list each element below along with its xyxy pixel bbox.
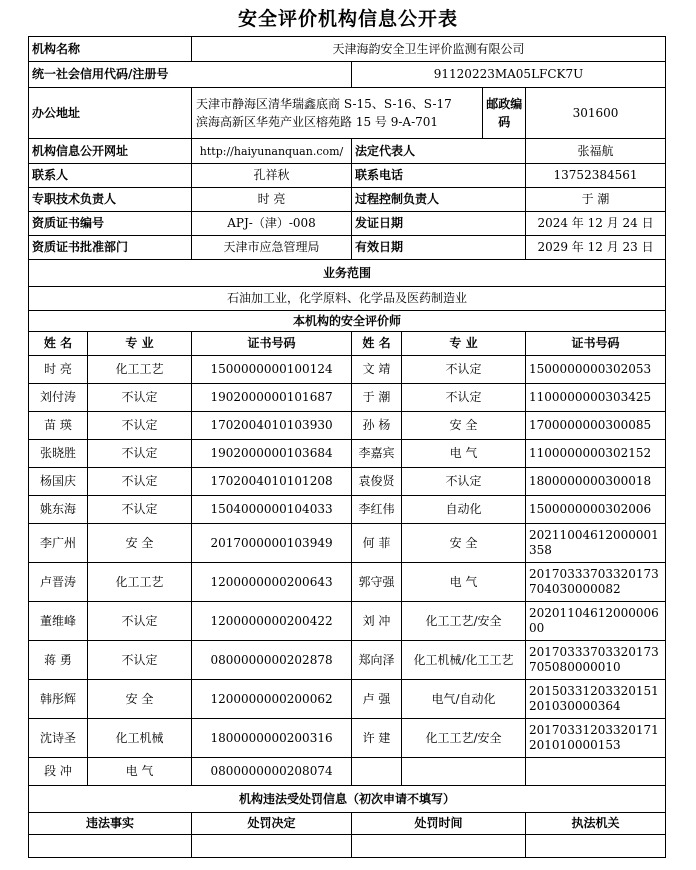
assessor-name: 李广州	[29, 524, 88, 563]
violation-decision-cell	[192, 835, 352, 858]
col-cert-2: 证书号码	[526, 332, 666, 356]
assessor-cert: 20150331203320151201030000364	[526, 680, 666, 719]
assessor-major: 自动化	[402, 496, 526, 524]
postcode-value: 301600	[526, 88, 666, 139]
org-name-value: 天津海韵安全卫生评价监测有限公司	[192, 37, 666, 62]
postcode-label: 邮政编码	[486, 97, 523, 129]
assessor-cert	[526, 758, 666, 786]
assessor-cert: 1200000000200062	[192, 680, 352, 719]
assessor-cert: 1800000000200316	[192, 719, 352, 758]
assessor-major: 电 气	[402, 440, 526, 468]
contact-label: 联系人	[29, 164, 192, 188]
website-label: 机构信息公开网址	[29, 139, 192, 164]
assessor-name: 时 亮	[29, 356, 88, 384]
assessor-name: 文 靖	[352, 356, 402, 384]
assessor-cert: 1902000000101687	[192, 384, 352, 412]
assessor-cert: 1800000000300018	[526, 468, 666, 496]
assessor-name: 卢 强	[352, 680, 402, 719]
assessor-major: 安 全	[88, 524, 192, 563]
address-line1: 天津市静海区清华瑞鑫底商 S-15、S-16、S-17	[196, 97, 452, 111]
assessor-major: 不认定	[88, 496, 192, 524]
assessor-name: 沈诗圣	[29, 719, 88, 758]
page-title: 安全评价机构信息公开表	[237, 8, 458, 30]
violation-header: 机构违法受处罚信息（初次申请不填写）	[29, 786, 666, 813]
violation-col-decision: 处罚决定	[192, 813, 352, 835]
assessor-major: 安 全	[402, 524, 526, 563]
assessor-major: 不认定	[402, 468, 526, 496]
violation-empty-row	[29, 835, 666, 858]
cert-row	[29, 212, 666, 236]
process-value: 于 潮	[526, 188, 666, 212]
assessor-row	[29, 602, 666, 641]
assessor-name: 许 建	[352, 719, 402, 758]
assessor-header: 本机构的安全评价师	[29, 311, 666, 332]
scope-row	[29, 287, 666, 311]
assessor-cert: 20170333703320173705080000010	[526, 641, 666, 680]
assessor-major	[402, 758, 526, 786]
assessor-major: 电 气	[88, 758, 192, 786]
scope-text: 石油加工业，化学原料、化学品及医药制造业	[29, 287, 666, 311]
assessor-name: 刘付涛	[29, 384, 88, 412]
assessor-cert: 1500000000302053	[526, 356, 666, 384]
assessor-major: 电气/自动化	[402, 680, 526, 719]
legal-value: 张福航	[526, 139, 666, 164]
cert-value: APJ-（津）-008	[192, 212, 352, 236]
assessor-header-row	[29, 311, 666, 332]
col-cert-1: 证书号码	[192, 332, 352, 356]
col-major-1: 专 业	[88, 332, 192, 356]
assessor-cert: 1702004010103930	[192, 412, 352, 440]
assessor-name: 郑向泽	[352, 641, 402, 680]
contact-row	[29, 164, 666, 188]
tech-value: 时 亮	[192, 188, 352, 212]
valid-label: 有效日期	[352, 236, 526, 260]
violation-fact-cell	[29, 835, 192, 858]
assessor-major: 化工机械/化工工艺	[402, 641, 526, 680]
assessor-major: 不认定	[88, 641, 192, 680]
tech-row	[29, 188, 666, 212]
col-name-1: 姓 名	[29, 332, 88, 356]
assessor-major: 化工机械	[88, 719, 192, 758]
assessor-row	[29, 719, 666, 758]
assessor-major: 不认定	[88, 384, 192, 412]
cert-label: 资质证书编号	[29, 212, 192, 236]
valid-value: 2029 年 12 月 23 日	[526, 236, 666, 260]
assessor-major: 不认定	[88, 602, 192, 641]
info-table	[28, 36, 666, 858]
violation-col-fact: 违法事实	[29, 813, 192, 835]
website-link[interactable]: http://haiyunanquan.com/	[192, 139, 352, 164]
assessor-cert: 0800000000208074	[192, 758, 352, 786]
assessor-row	[29, 384, 666, 412]
assessor-name: 何 菲	[352, 524, 402, 563]
assessor-row	[29, 680, 666, 719]
assessor-name: 李嘉宾	[352, 440, 402, 468]
assessor-name: 郭守强	[352, 563, 402, 602]
phone-label: 联系电话	[352, 164, 526, 188]
assessor-cert: 1500000000302006	[526, 496, 666, 524]
assessor-name: 杨国庆	[29, 468, 88, 496]
assessor-row	[29, 356, 666, 384]
assessor-major: 化工工艺	[88, 563, 192, 602]
assessor-major: 不认定	[88, 468, 192, 496]
assessor-major: 化工工艺	[88, 356, 192, 384]
assessor-row	[29, 524, 666, 563]
assessor-columns-row	[29, 332, 666, 356]
violation-time-cell	[352, 835, 526, 858]
credit-row	[29, 62, 666, 88]
assessor-cert: 0800000000202878	[192, 641, 352, 680]
tech-label: 专职技术负责人	[29, 188, 192, 212]
dept-value: 天津市应急管理局	[192, 236, 352, 260]
assessor-name: 蒋 勇	[29, 641, 88, 680]
assessor-major: 不认定	[402, 356, 526, 384]
address-row	[29, 88, 666, 139]
credit-label: 统一社会信用代码/注册号	[29, 62, 352, 88]
org-name-row	[29, 37, 666, 62]
assessor-major: 化工工艺/安全	[402, 719, 526, 758]
assessor-cert: 1200000000200422	[192, 602, 352, 641]
violation-header-row	[29, 786, 666, 813]
assessor-name: 姚东海	[29, 496, 88, 524]
assessor-row	[29, 440, 666, 468]
assessor-name: 张晓胜	[29, 440, 88, 468]
scope-header: 业务范围	[29, 260, 666, 287]
assessor-cert: 2017000000103949	[192, 524, 352, 563]
violation-authority-cell	[526, 835, 666, 858]
assessor-name: 苗 瑛	[29, 412, 88, 440]
address-line2: 滨海高新区华苑产业区榕苑路 15 号 9-A-701	[196, 115, 439, 129]
violation-columns-row	[29, 813, 666, 835]
assessor-row	[29, 468, 666, 496]
assessor-name: 段 冲	[29, 758, 88, 786]
assessor-cert: 1700000000300085	[526, 412, 666, 440]
org-name-label: 机构名称	[29, 37, 192, 62]
assessor-cert: 20211004612000001358	[526, 524, 666, 563]
assessor-cert: 1100000000302152	[526, 440, 666, 468]
assessor-cert: 2020110461200000600	[526, 602, 666, 641]
assessor-major: 电 气	[402, 563, 526, 602]
assessor-cert: 1504000000104033	[192, 496, 352, 524]
assessor-major: 安 全	[402, 412, 526, 440]
credit-value: 91120223MA05LFCK7U	[352, 62, 666, 88]
assessor-cert: 20170331203320171201010000153	[526, 719, 666, 758]
address-label: 办公地址	[29, 88, 192, 139]
assessor-rows	[29, 356, 666, 786]
legal-label: 法定代表人	[352, 139, 526, 164]
assessor-name: 刘 冲	[352, 602, 402, 641]
assessor-major: 不认定	[88, 440, 192, 468]
assessor-row	[29, 758, 666, 786]
assessor-row	[29, 496, 666, 524]
assessor-name	[352, 758, 402, 786]
assessor-cert: 20170333703320173704030000082	[526, 563, 666, 602]
assessor-name: 李红伟	[352, 496, 402, 524]
assessor-cert: 1702004010101208	[192, 468, 352, 496]
violation-col-authority: 执法机关	[526, 813, 666, 835]
website-row	[29, 139, 666, 164]
phone-value: 13752384561	[526, 164, 666, 188]
scope-header-row	[29, 260, 666, 287]
assessor-major: 化工工艺/安全	[402, 602, 526, 641]
dept-row	[29, 236, 666, 260]
process-label: 过程控制负责人	[352, 188, 526, 212]
assessor-cert: 1902000000103684	[192, 440, 352, 468]
assessor-cert: 1100000000303425	[526, 384, 666, 412]
violation-col-time: 处罚时间	[352, 813, 526, 835]
assessor-name: 韩彤辉	[29, 680, 88, 719]
assessor-name: 董维峰	[29, 602, 88, 641]
assessor-cert: 1200000000200643	[192, 563, 352, 602]
assessor-major: 不认定	[402, 384, 526, 412]
contact-value: 孔祥秋	[192, 164, 352, 188]
assessor-name: 袁俊贤	[352, 468, 402, 496]
assessor-cert: 1500000000100124	[192, 356, 352, 384]
assessor-row	[29, 641, 666, 680]
col-major-2: 专 业	[402, 332, 526, 356]
assessor-name: 孙 杨	[352, 412, 402, 440]
assessor-major: 不认定	[88, 412, 192, 440]
assessor-name: 卢晋涛	[29, 563, 88, 602]
assessor-major: 安 全	[88, 680, 192, 719]
assessor-row	[29, 563, 666, 602]
assessor-name: 于 潮	[352, 384, 402, 412]
col-name-2: 姓 名	[352, 332, 402, 356]
issue-label: 发证日期	[352, 212, 526, 236]
address-value	[192, 88, 482, 138]
assessor-row	[29, 412, 666, 440]
dept-label: 资质证书批准部门	[29, 236, 192, 260]
issue-value: 2024 年 12 月 24 日	[526, 212, 666, 236]
